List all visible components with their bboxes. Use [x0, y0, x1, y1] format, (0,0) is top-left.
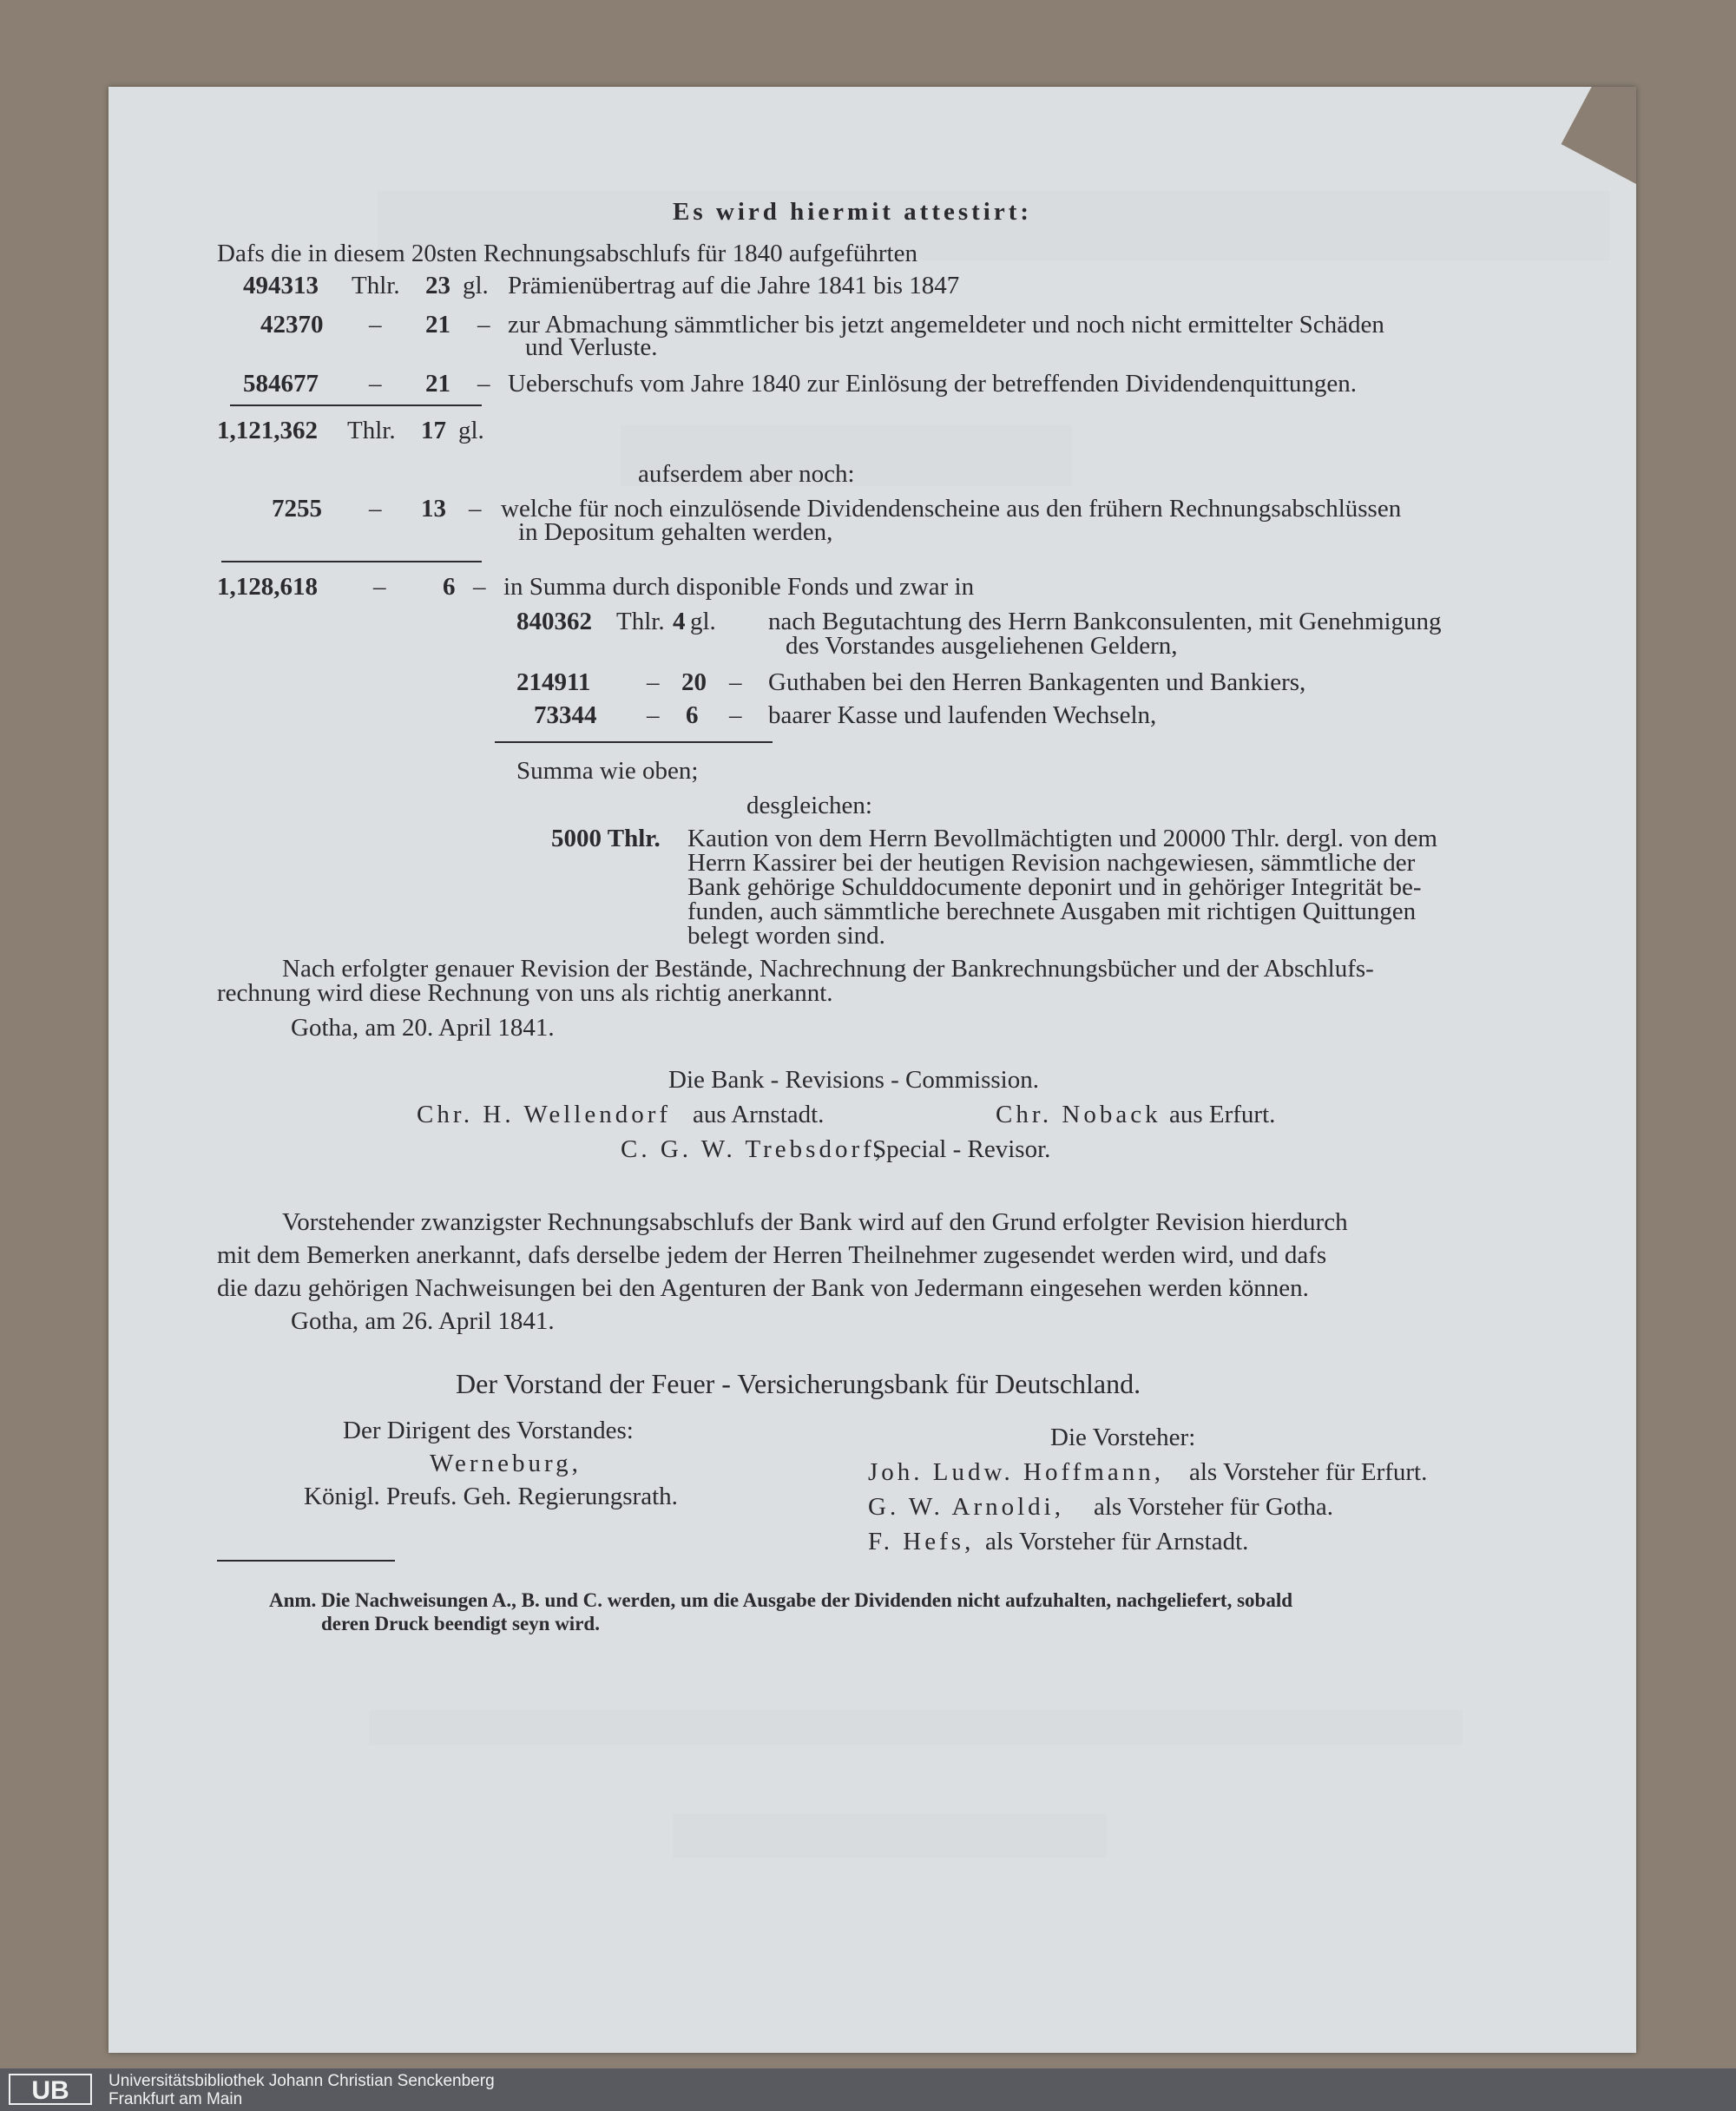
- vorsteher-role: als Vorsteher für Gotha.: [1094, 1493, 1333, 1521]
- amount-thaler: 494313: [243, 272, 319, 299]
- note-line: Die Nachweisungen A., B. und C. werden, um die Ausgabe der Dividenden nicht aufzuhalten, nachgeliefert, sobald: [321, 1589, 1293, 1611]
- document-page: [108, 87, 1636, 2053]
- fund-text: Guthaben bei den Herren Bankagenten und Bankiers,: [768, 668, 1306, 696]
- amount-thaler: 7255: [272, 495, 322, 523]
- row-text: in Summa durch disponible Fonds und zwar in: [503, 573, 975, 601]
- dirigent-name: Werneburg,: [430, 1450, 582, 1477]
- fund-groschen: 4: [673, 608, 686, 635]
- heading: Es wird hiermit attestirt:: [673, 198, 1033, 226]
- row-text: Ueberschufs vom Jahre 1840 zur Einlösung der betreffenden Dividendenquittungen.: [508, 370, 1357, 398]
- signatory-name: C. G. W. Trebsdorf,: [621, 1135, 885, 1163]
- row-text-cont: in Depositum gehalten werden,: [518, 518, 833, 546]
- fund-groschen: 20: [681, 668, 707, 696]
- unit: –: [469, 495, 482, 523]
- fund-amount: 73344: [534, 701, 597, 729]
- closing-line: die dazu gehörigen Nachweisungen bei den Agenturen der Bank von Jedermann eingesehen werden können.: [217, 1274, 1309, 1302]
- unit: gl.: [458, 417, 484, 444]
- note-label: Anm.: [269, 1589, 317, 1611]
- desgleichen-line: desgleichen:: [746, 792, 872, 819]
- vorsteher-name: G. W. Arnoldi,: [868, 1493, 1064, 1521]
- footnote-rule: [217, 1560, 395, 1562]
- unit: –: [477, 311, 490, 339]
- library-footer: [0, 2068, 1736, 2111]
- fund-text: baarer Kasse und laufenden Wechseln,: [768, 701, 1157, 729]
- footer-institution: Universitätsbibliothek Johann Christian Senckenberg: [108, 2072, 495, 2090]
- kaution-line: Herrn Kassirer bei der heutigen Revision nachgewiesen, sämmtliche der: [687, 849, 1416, 877]
- fund-text-cont: des Vorstandes ausgeliehenen Geldern,: [786, 632, 1178, 660]
- unit: –: [473, 573, 486, 601]
- unit: –: [647, 668, 660, 696]
- sum-rule: [221, 561, 482, 562]
- sum-rule: [495, 741, 773, 743]
- vorsteher-role: als Vorsteher für Erfurt.: [1189, 1458, 1428, 1486]
- signatory-place: aus Erfurt.: [1169, 1101, 1276, 1128]
- kaution-line: funden, auch sämmtliche berechnete Ausgaben mit richtigen Quittungen: [687, 898, 1417, 925]
- fund-amount: 214911: [516, 668, 591, 696]
- kaution-line: Bank gehörige Schulddocumente deponirt und in gehöriger Integrität be-: [687, 873, 1422, 901]
- date-line: Gotha, am 26. April 1841.: [291, 1307, 555, 1335]
- kaution-line: Kaution von dem Herrn Bevollmächtigten und 20000 Thlr. dergl. von dem: [687, 825, 1437, 852]
- date-line: Gotha, am 20. April 1841.: [291, 1014, 555, 1042]
- amount-thaler: 584677: [243, 370, 319, 398]
- unit: –: [369, 495, 382, 523]
- unit: –: [369, 311, 382, 339]
- signatory-role: Special - Revisor.: [872, 1135, 1051, 1163]
- vorsteher-role: als Vorsteher für Arnstadt.: [985, 1528, 1249, 1555]
- unit: Thlr.: [616, 608, 665, 635]
- fund-text: nach Begutachtung des Herrn Bankconsulenten, mit Genehmigung: [768, 608, 1442, 635]
- note-line: deren Druck beendigt seyn wird.: [321, 1613, 600, 1634]
- signatory-name: Chr. Noback: [996, 1101, 1161, 1128]
- unit: –: [369, 370, 382, 398]
- ausserdem-line: aufserdem aber noch:: [638, 460, 855, 488]
- unit: gl.: [690, 608, 716, 635]
- closing-line: Vorstehender zwanzigster Rechnungsabschlufs der Bank wird auf den Grund erfolgter Revision hierdurch: [282, 1208, 1348, 1236]
- unit: –: [729, 668, 742, 696]
- bleed-through-shadow: [673, 1814, 1107, 1858]
- signatory-name: Chr. H. Wellendorf: [417, 1101, 672, 1128]
- closing-line: mit dem Bemerken anerkannt, dafs derselbe jedem der Herren Theilnehmer zugesendet werden wird, und dafs: [217, 1241, 1327, 1269]
- row-text-cont: und Verluste.: [525, 333, 658, 361]
- summa-line: Summa wie oben;: [516, 757, 699, 785]
- bleed-through-shadow: [369, 1710, 1463, 1745]
- library-logo: UB: [9, 2074, 92, 2105]
- fund-amount: 840362: [516, 608, 592, 635]
- row-text: Prämienübertrag auf die Jahre 1841 bis 1847: [508, 272, 960, 299]
- subtotal-groschen: 17: [421, 417, 446, 444]
- amount-groschen: 21: [425, 311, 450, 339]
- total-amount: 1,128,618: [217, 573, 318, 601]
- commission-title: Die Bank - Revisions - Commission.: [668, 1066, 1039, 1094]
- amount-groschen: 23: [425, 272, 450, 299]
- amount-thaler: 42370: [260, 311, 324, 339]
- vorsteher-title: Die Vorsteher:: [1050, 1424, 1196, 1451]
- amount-groschen: 13: [421, 495, 446, 523]
- dirigent-title: Der Dirigent des Vorstandes:: [343, 1417, 634, 1444]
- kaution-amount: 5000 Thlr.: [551, 825, 661, 852]
- footer-city: Frankfurt am Main: [108, 2090, 243, 2108]
- sum-rule: [230, 404, 482, 406]
- fund-groschen: 6: [686, 701, 699, 729]
- total-groschen: 6: [443, 573, 456, 601]
- board-title: Der Vorstand der Feuer - Versicherungsbank für Deutschland.: [456, 1368, 1141, 1399]
- unit: Thlr.: [347, 417, 396, 444]
- revision-line: rechnung wird diese Rechnung von uns als richtig anerkannt.: [217, 979, 833, 1007]
- vorsteher-name: Joh. Ludw. Hoffmann,: [868, 1458, 1164, 1486]
- row-text: welche für noch einzulösende Dividendenscheine aus den frühern Rechnungsabschlüssen: [501, 495, 1402, 523]
- unit: –: [647, 701, 660, 729]
- unit: –: [729, 701, 742, 729]
- unit: gl.: [463, 272, 489, 299]
- unit: –: [373, 573, 386, 601]
- amount-groschen: 21: [425, 370, 450, 398]
- vorsteher-name: F. Hefs,: [868, 1528, 975, 1555]
- unit: Thlr.: [352, 272, 400, 299]
- revision-line: Nach erfolgter genauer Revision der Bestände, Nachrechnung der Bankrechnungsbücher und der Abschlufs-: [282, 955, 1374, 983]
- kaution-line: belegt worden sind.: [687, 922, 885, 950]
- intro-line: Dafs die in diesem 20sten Rechnungsabschlufs für 1840 aufgeführten: [217, 240, 917, 267]
- subtotal-amount: 1,121,362: [217, 417, 318, 444]
- dirigent-role: Königl. Preufs. Geh. Regierungsrath.: [304, 1483, 678, 1510]
- unit: –: [477, 370, 490, 398]
- row-text: zur Abmachung sämmtlicher bis jetzt angemeldeter und noch nicht ermittelter Schäden: [508, 311, 1384, 339]
- signatory-place: aus Arnstadt.: [693, 1101, 825, 1128]
